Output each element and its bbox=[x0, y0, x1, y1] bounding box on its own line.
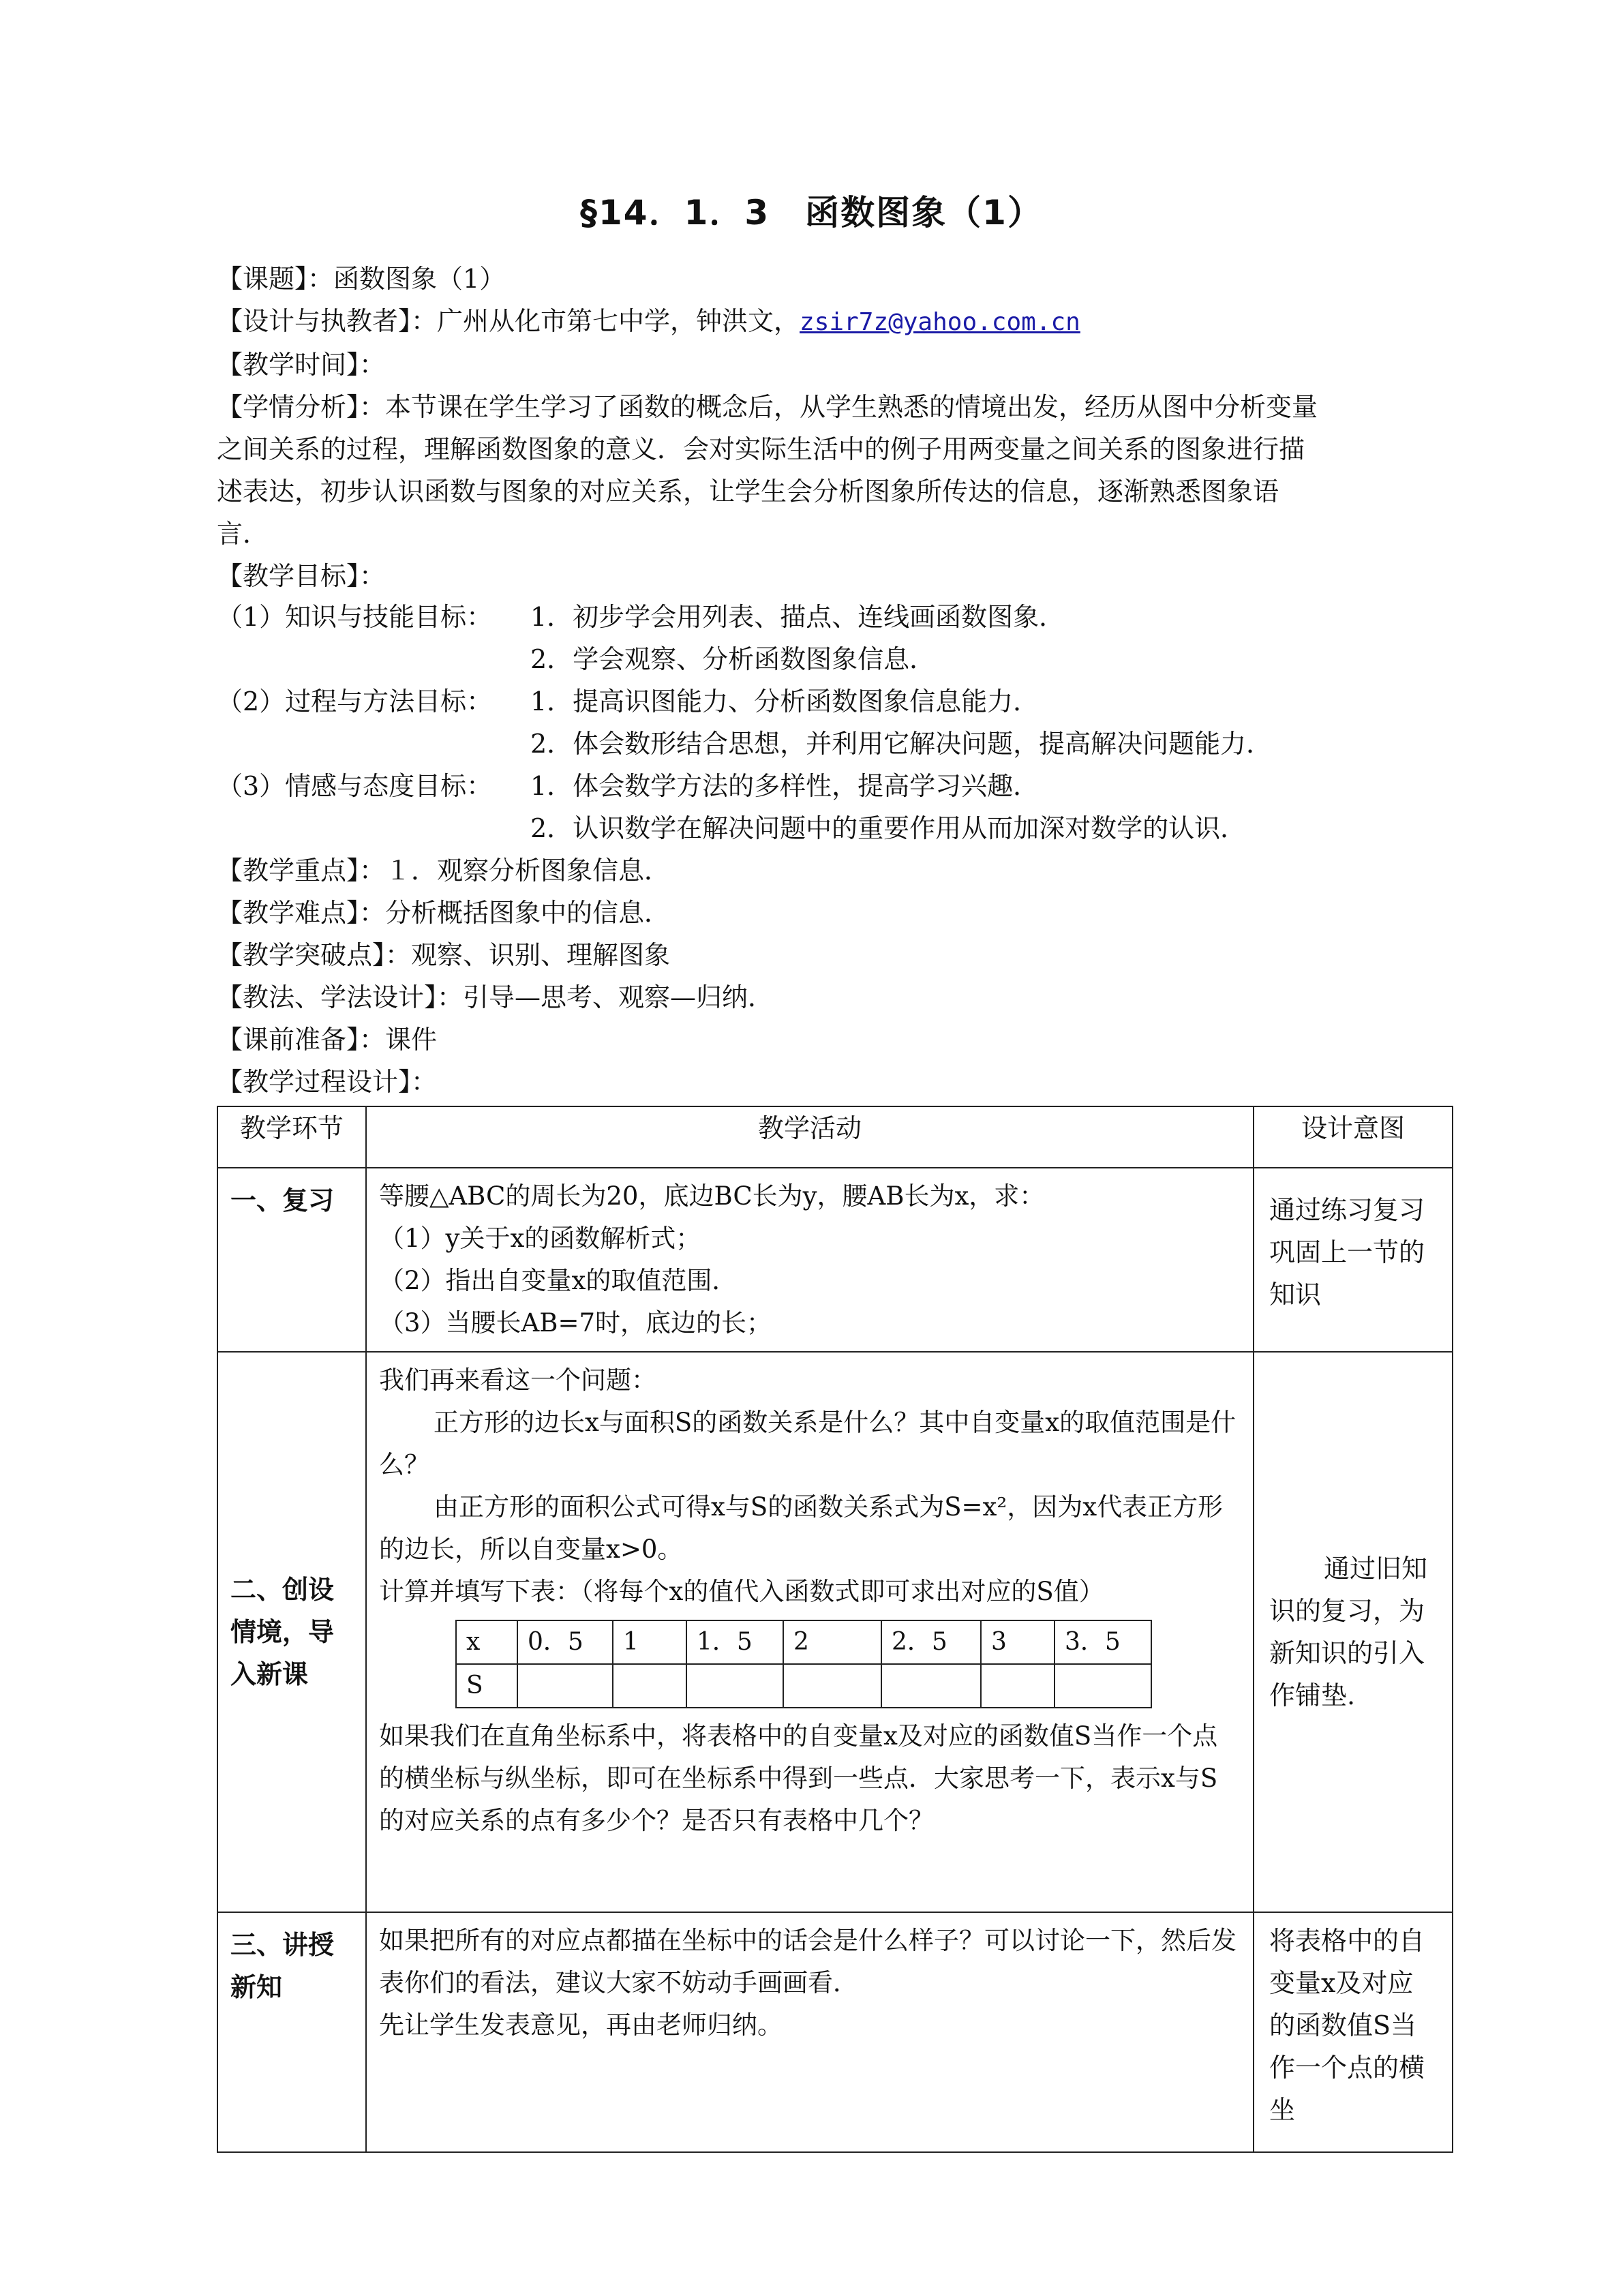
lesson-process-table bbox=[217, 1106, 1453, 2153]
s-empty-cell bbox=[783, 1664, 881, 1708]
preparation: 【课前准备】：课件 bbox=[217, 1025, 438, 1055]
x-value-cell: 3．5 bbox=[1055, 1620, 1151, 1664]
s-empty-cell bbox=[981, 1664, 1055, 1708]
activity-paragraph: 正方形的边长x与面积S的函数关系是什么？其中自变量x的取值范围是什么？ bbox=[379, 1408, 1237, 1479]
activity-paragraph: 先让学生发表意见，再由老师归纳。 bbox=[379, 2010, 783, 2040]
stage-cell: 三、讲授新知 bbox=[217, 1912, 366, 2152]
x-value-cell: 3 bbox=[981, 1620, 1055, 1664]
x-value-cell: 1 bbox=[613, 1620, 686, 1664]
activity-cell bbox=[366, 1912, 1254, 2152]
goal-item: 1．初步学会用列表、描点、连线画函数图象． bbox=[530, 602, 1065, 632]
goal-row bbox=[217, 765, 1272, 807]
activity-line: （1）y关于x的函数解析式； bbox=[379, 1224, 701, 1253]
table-row bbox=[217, 1168, 1453, 1352]
x-value-cell: 1．5 bbox=[686, 1620, 783, 1664]
analysis-text: 本节课在学生学习了函数的概念后，从学生熟悉的情境出发，经历从图中分析变量 bbox=[385, 392, 1318, 422]
goal-item: 1．体会数学方法的多样性，提高学习兴趣． bbox=[530, 771, 1040, 801]
intent-cell: 通过练习复习巩固上一节的知识 bbox=[1254, 1168, 1453, 1352]
header-stage: 教学环节 bbox=[217, 1106, 366, 1168]
goal-label: （3）情感与态度目标： bbox=[217, 771, 493, 801]
activity-paragraph: 如果我们在直角坐标系中，将表格中的自变量x及对应的函数值S当作一个点的横坐标与纵坐标，即可在坐标系中得到一些点．大家思考一下，表示x与S的对应关系的点有多少个？是否只有表格中几个？ bbox=[379, 1721, 1218, 1835]
goal-item: 2．学会观察、分析函数图象信息． bbox=[530, 644, 936, 674]
s-empty-cell bbox=[613, 1664, 686, 1708]
activity-line: （3）当腰长AB=7时，底边的长； bbox=[379, 1308, 772, 1338]
goal-row bbox=[217, 596, 1272, 638]
activity-cell bbox=[366, 1168, 1254, 1352]
designer-value: 广州从化市第七中学，钟洪文， bbox=[437, 306, 800, 336]
header-intent: 设计意图 bbox=[1254, 1106, 1453, 1168]
goal-label: （2）过程与方法目标： bbox=[217, 686, 493, 716]
value-table bbox=[455, 1620, 1152, 1708]
stage-cell: 一、复习 bbox=[217, 1168, 366, 1352]
objectives-list bbox=[217, 596, 1272, 849]
designer-label: 【设计与执教者】： bbox=[217, 306, 438, 336]
s-empty-cell bbox=[881, 1664, 981, 1708]
intent-cell: 将表格中的自变量x及对应的函数值S当作一个点的横坐 bbox=[1254, 1912, 1453, 2152]
topic-label: 【课题】： bbox=[217, 264, 334, 294]
s-empty-cell bbox=[686, 1664, 783, 1708]
topic-line bbox=[217, 258, 1451, 300]
breakthrough: 【教学突破点】：观察、识别、理解图象 bbox=[217, 940, 671, 970]
objectives-label: 【教学目标】： bbox=[217, 561, 386, 591]
goal-row bbox=[217, 638, 1272, 680]
x-value-cell: 2．5 bbox=[881, 1620, 981, 1664]
table-header-row bbox=[217, 1106, 1453, 1168]
goal-row bbox=[217, 723, 1272, 765]
analysis-line-4: 言． bbox=[217, 519, 269, 549]
designer-line bbox=[217, 300, 1451, 344]
email-link[interactable]: zsir7z@yahoo.com.cn bbox=[800, 308, 1080, 336]
difficulty: 【教学难点】：分析概括图象中的信息． bbox=[217, 898, 671, 928]
goal-item: 1．提高识图能力、分析函数图象信息能力． bbox=[530, 686, 1040, 716]
lesson-details bbox=[217, 849, 774, 1103]
stage-cell: 二、创设情境，导入新课 bbox=[217, 1352, 366, 1912]
activity-line: 我们再来看这一个问题： bbox=[379, 1365, 656, 1395]
x-row bbox=[456, 1620, 1151, 1664]
activity-paragraph: 由正方形的面积公式可得x与S的函数关系式为S=x²，因为x代表正方形的边长，所以自变量x>0。 bbox=[379, 1492, 1224, 1564]
method: 【教法、学法设计】：引导—思考、观察—归纳． bbox=[217, 982, 774, 1012]
goal-item: 2．认识数学在解决问题中的重要作用从而加深对数学的认识． bbox=[530, 813, 1247, 843]
key-point: 【教学重点】：１．观察分析图象信息． bbox=[217, 856, 671, 886]
intent-cell: 通过旧知识的复习，为新知识的引入作铺垫. bbox=[1254, 1352, 1453, 1912]
header-activity: 教学活动 bbox=[366, 1106, 1254, 1168]
s-label-cell: S bbox=[456, 1664, 517, 1708]
goal-item: 2．体会数形结合思想，并利用它解决问题，提高解决问题能力． bbox=[530, 729, 1273, 759]
topic-value: 函数图象（1） bbox=[333, 264, 506, 294]
analysis-line-1 bbox=[217, 386, 1451, 428]
x-value-cell: 2 bbox=[783, 1620, 881, 1664]
table-row bbox=[217, 1912, 1453, 2152]
activity-paragraph: 如果把所有的对应点都描在坐标中的话会是什么样子？可以讨论一下，然后发表你们的看法，建议大家不妨动手画画看． bbox=[379, 1926, 1237, 1997]
s-row bbox=[456, 1664, 1151, 1708]
goal-row bbox=[217, 807, 1272, 849]
time-line: 【教学时间】： bbox=[217, 350, 386, 380]
goal-label: （1）知识与技能目标： bbox=[217, 602, 493, 632]
x-label-cell: x bbox=[456, 1620, 517, 1664]
page-title: §14．1．3 函数图象（1） bbox=[580, 193, 1043, 232]
activity-line: （2）指出自变量x的取值范围． bbox=[379, 1266, 738, 1295]
activity-line: 等腰△ABC的周长为20，底边BC长为y，腰AB长为x，求： bbox=[379, 1181, 1045, 1211]
s-empty-cell bbox=[1055, 1664, 1151, 1708]
analysis-line-2: 之间关系的过程，理解函数图象的意义．会对实际生活中的例子用两变量之间关系的图象进行描 bbox=[217, 434, 1305, 464]
analysis-label: 【学情分析】： bbox=[217, 392, 386, 422]
x-value-cell: 0．5 bbox=[517, 1620, 613, 1664]
table-row bbox=[217, 1352, 1453, 1912]
activity-paragraph: 计算并填写下表：（将每个x的值代入函数式即可求出对应的S值） bbox=[379, 1577, 1104, 1606]
process-label: 【教学过程设计】： bbox=[217, 1067, 438, 1097]
activity-cell bbox=[366, 1352, 1254, 1912]
goal-row bbox=[217, 680, 1272, 723]
s-empty-cell bbox=[517, 1664, 613, 1708]
analysis-line-3: 述表达，初步认识函数与图象的对应关系，让学生会分析图象所传达的信息，逐渐熟悉图象语 bbox=[217, 477, 1279, 507]
lesson-meta bbox=[217, 258, 1451, 597]
